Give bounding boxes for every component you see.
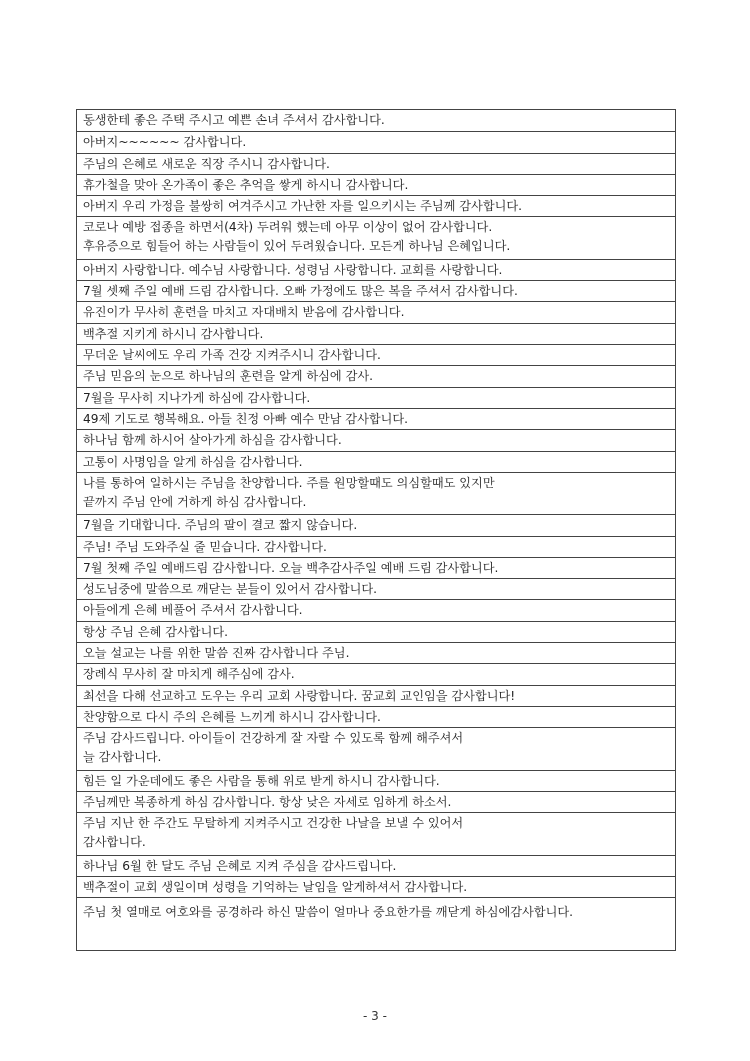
row-text-line: 감사합니다. <box>510 905 574 920</box>
table-row <box>77 897 675 950</box>
row-text-line: 늘 감사합니다. <box>83 750 162 765</box>
row-text-line: 후유증으로 힘들어 하는 사람들이 있어 두려웠습니다. 모든게 하나님 은혜입니다. <box>83 239 511 254</box>
table-row: 7월을 무사히 지나가게 하심에 감사합니다. <box>77 387 675 408</box>
table-row: 휴가철을 맞아 온가족이 좋은 추억을 쌓게 하시니 감사합니다. <box>77 174 675 195</box>
table-row: 하나님 함께 하시어 살아가게 하심을 감사합니다. <box>77 429 675 450</box>
table-row: 주님 믿음의 눈으로 하나님의 훈련을 알게 하심에 감사. <box>77 365 675 386</box>
table-row: 힘든 일 가운데에도 좋은 사람을 통해 위로 받게 하시니 감사합니다. <box>77 770 675 791</box>
row-text-line: 감사합니다. <box>83 835 146 850</box>
table-row: 최선을 다해 선교하고 도우는 우리 교회 사랑합니다. 꿈교회 교인임을 감사합니다! <box>77 685 675 706</box>
table-row <box>77 472 675 514</box>
table-row <box>77 727 675 769</box>
table-row: 주님께만 복종하게 하심 감사합니다. 항상 낮은 자세로 임하게 하소서. <box>77 791 675 812</box>
row-text-line: 주님 감사드립니다. 아이들이 건강하게 잘 자랄 수 있도록 함께 해주셔서 <box>83 731 464 746</box>
table-row: 무더운 날씨에도 우리 가족 건강 지켜주시니 감사합니다. <box>77 344 675 365</box>
table-row: 아들에게 은혜 베풀어 주셔서 감사합니다. <box>77 599 675 620</box>
table-row: 49제 기도로 행복해요. 아들 친정 아빠 예수 만남 감사합니다. <box>77 408 675 429</box>
table-row: 7월 첫째 주일 예배드림 감사합니다. 오늘 백추감사주일 예배 드림 감사합니다. <box>77 557 675 578</box>
table-row: 7월 셋째 주일 예배 드림 감사합니다. 오빠 가정에도 많은 복을 주셔서 감사합니다. <box>77 280 675 301</box>
page-number: - 3 - <box>363 1009 387 1023</box>
row-text-line: 코로나 예방 접종을 하면서(4차) 두려워 했는데 아무 이상이 없어 감사합니다. <box>83 220 493 235</box>
table-row: 항상 주님 은혜 감사합니다. <box>77 621 675 642</box>
table-row: 성도님중에 말씀으로 깨닫는 분들이 있어서 감사합니다. <box>77 578 675 599</box>
row-text-line: 주님 지난 한 주간도 무탈하게 지켜주시고 건강한 나날을 보낼 수 있어서 <box>83 816 464 831</box>
table-row: 찬양함으로 다시 주의 은혜를 느끼게 하시니 감사합니다. <box>77 706 675 727</box>
table-row <box>77 812 675 854</box>
table-row: 백추절 지키게 하시니 감사합니다. <box>77 323 675 344</box>
table-row: 주님의 은혜로 새로운 직장 주시니 감사합니다. <box>77 153 675 174</box>
table-row: 백추절이 교회 생일이며 성령을 기억하는 날임을 알게하셔서 감사합니다. <box>77 876 675 897</box>
row-text-line: 끝까지 주님 안에 거하게 하심 감사합니다. <box>83 494 307 509</box>
table-row: 아버지 사랑합니다. 예수님 사랑합니다. 성령님 사랑합니다. 교회를 사랑합니다. <box>77 259 675 280</box>
table-row <box>77 216 675 258</box>
table-row: 아버지 우리 가정을 불쌍히 여겨주시고 가난한 자를 일으키시는 주님께 감사합니다. <box>77 195 675 216</box>
row-text-line: 주님 첫 열매로 여호와를 공경하라 하신 말씀이 얼마나 중요한가를 깨닫게 하심에 <box>83 905 511 920</box>
thanksgiving-table <box>76 109 676 951</box>
row-text-line: 나를 통하여 일하시는 주님을 찬양합니다. 주를 원망할때도 의심할때도 있지만 <box>83 475 495 490</box>
table-row: 하나님 6월 한 달도 주님 은혜로 지켜 주심을 감사드립니다. <box>77 855 675 876</box>
table-row: 유진이가 무사히 훈련을 마치고 자대배치 받음에 감사합니다. <box>77 301 675 322</box>
table-row: 오늘 설교는 나를 위한 말씀 진짜 감사합니다 주님. <box>77 642 675 663</box>
table-row: 장례식 무사히 잘 마치게 해주심에 감사. <box>77 663 675 684</box>
table-row: 고통이 사명임을 알게 하심을 감사합니다. <box>77 451 675 472</box>
table-row: 아버지~~~~~~ 감사합니다. <box>77 131 675 152</box>
table-row: 주님! 주님 도와주실 줄 믿습니다. 감사합니다. <box>77 536 675 557</box>
table-row: 동생한테 좋은 주택 주시고 예쁜 손녀 주셔서 감사합니다. <box>83 113 385 127</box>
table-row: 7월을 기대합니다. 주님의 팔이 결코 짧지 않습니다. <box>77 514 675 535</box>
